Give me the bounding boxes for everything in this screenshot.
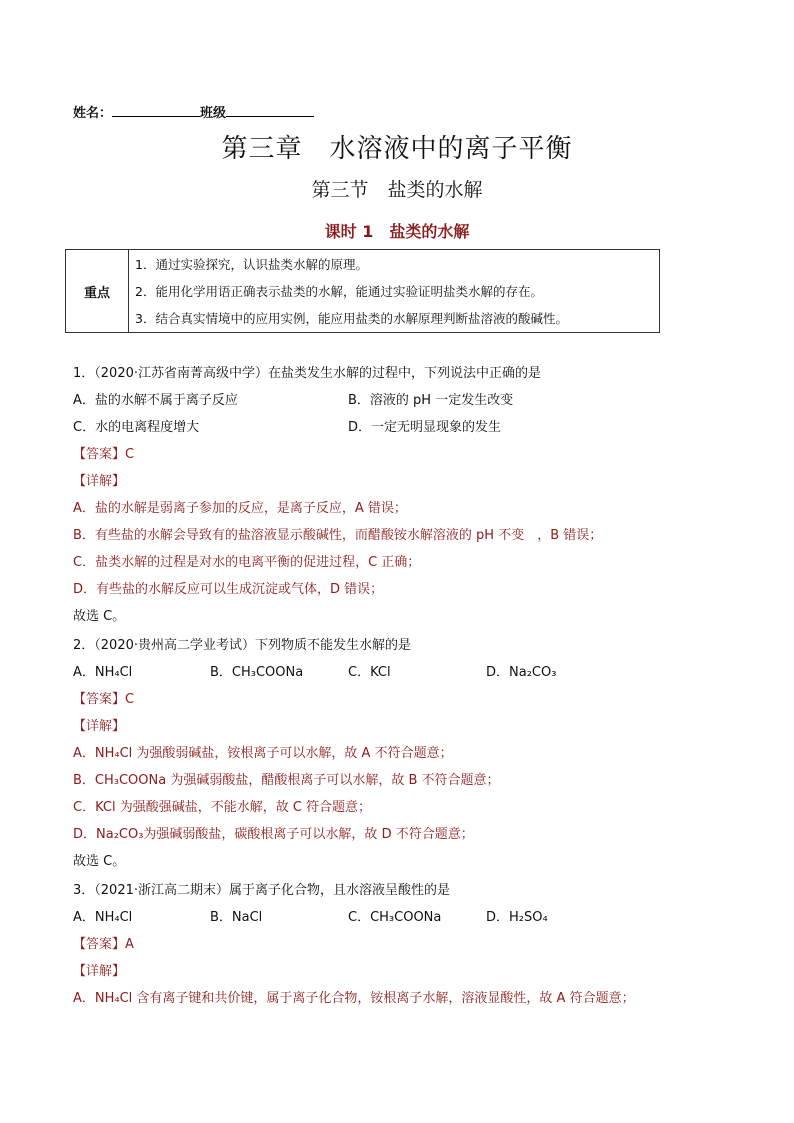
name-class-line bbox=[73, 102, 314, 121]
question-3 bbox=[73, 877, 635, 1012]
key-points-label: 重点 bbox=[66, 250, 129, 333]
option-d: D．H₂SO₄ bbox=[486, 910, 548, 925]
option-d: D．Na₂CO₃ bbox=[486, 665, 557, 680]
chapter-title: 第三章 水溶液中的离子平衡 bbox=[221, 134, 573, 164]
explanation-line: A．盐的水解是弱离子参加的反应，是离子反应，A 错误； bbox=[73, 501, 407, 516]
key-point-item: 1．通过实验探究，认识盐类水解的原理。 bbox=[135, 256, 368, 272]
option-b: B．CH₃COONa bbox=[210, 665, 304, 680]
class-blank[interactable] bbox=[226, 104, 314, 117]
question-stem: 2．（2020·贵州高二学业考试）下列物质不能发生水解的是 bbox=[73, 638, 411, 653]
option-d: D．一定无明显现象的发生 bbox=[348, 420, 502, 435]
section-title: 第三节 盐类的水解 bbox=[311, 179, 483, 201]
explanation-line: D．Na₂CO₃为强碱弱酸盐，碳酸根离子可以水解，故 D 不符合题意； bbox=[73, 827, 474, 842]
option-c: C．CH₃COONa bbox=[348, 910, 442, 925]
key-points-table bbox=[65, 249, 660, 333]
explanation-line: C．KCl 为强酸强碱盐，不能水解，故 C 符合题意； bbox=[73, 800, 372, 815]
option-c: C．KCl bbox=[348, 665, 391, 680]
name-label: 姓名： bbox=[73, 106, 113, 121]
explanation-line: D．有些盐的水解反应可以生成沉淀或气体，D 错误； bbox=[73, 582, 384, 597]
lesson-title: 课时 1 盐类的水解 bbox=[324, 222, 470, 241]
explanation-line: C．盐类水解的过程是对水的电离平衡的促进过程，C 正确； bbox=[73, 555, 421, 570]
detail-label: 【详解】 bbox=[73, 964, 126, 979]
explanation-line: A．NH₄Cl 为强酸弱碱盐，铵根离子可以水解，故 A 不符合题意； bbox=[73, 746, 453, 761]
option-b: B．溶液的 pH 一定发生改变 bbox=[348, 393, 514, 408]
name-blank[interactable] bbox=[112, 104, 200, 117]
option-b: B．NaCl bbox=[210, 910, 263, 925]
option-a: A．NH₄Cl bbox=[73, 665, 133, 680]
option-c: C．水的电离程度增大 bbox=[73, 420, 200, 435]
option-a: A．盐的水解不属于离子反应 bbox=[73, 393, 238, 408]
answer: 【答案】C bbox=[73, 447, 135, 462]
option-a: A．NH₄Cl bbox=[73, 910, 133, 925]
question-stem: 1．（2020·江苏省南菁高级中学）在盐类发生水解的过程中，下列说法中正确的是 bbox=[73, 366, 541, 381]
options-row bbox=[73, 904, 635, 931]
options-row bbox=[73, 414, 602, 441]
question-2 bbox=[73, 632, 556, 875]
key-points-list bbox=[129, 250, 660, 333]
explanation-line: B．CH₃COONa 为强碱弱酸盐，醋酸根离子可以水解，故 B 不符合题意； bbox=[73, 773, 500, 788]
detail-label: 【详解】 bbox=[73, 474, 126, 489]
explanation-line: A．NH₄Cl 含有离子键和共价键，属于离子化合物，铵根离子水解，溶液显酸性，故 A 符合题意； bbox=[73, 991, 635, 1006]
key-point-item: 3．结合真实情境中的应用实例，能应用盐类的水解原理判断盐溶液的酸碱性。 bbox=[135, 310, 568, 326]
answer: 【答案】C bbox=[73, 692, 135, 707]
class-label: 班级 bbox=[200, 106, 227, 121]
conclusion: 故选 C。 bbox=[73, 609, 126, 624]
key-point-item: 2．能用化学用语正确表示盐类的水解，能通过实验证明盐类水解的存在。 bbox=[135, 283, 543, 299]
explanation-line: B．有些盐的水解会导致有的盐溶液显示酸碱性，而醋酸铵水解溶液的 pH 不变 ，B 错误； bbox=[73, 528, 603, 543]
answer: 【答案】A bbox=[73, 937, 134, 952]
detail-label: 【详解】 bbox=[73, 719, 126, 734]
conclusion: 故选 C。 bbox=[73, 854, 126, 869]
options-row bbox=[73, 387, 602, 414]
question-1 bbox=[73, 360, 602, 630]
question-stem: 3．（2021·浙江高二期末）属于离子化合物，且水溶液呈酸性的是 bbox=[73, 883, 450, 898]
options-row bbox=[73, 659, 556, 686]
